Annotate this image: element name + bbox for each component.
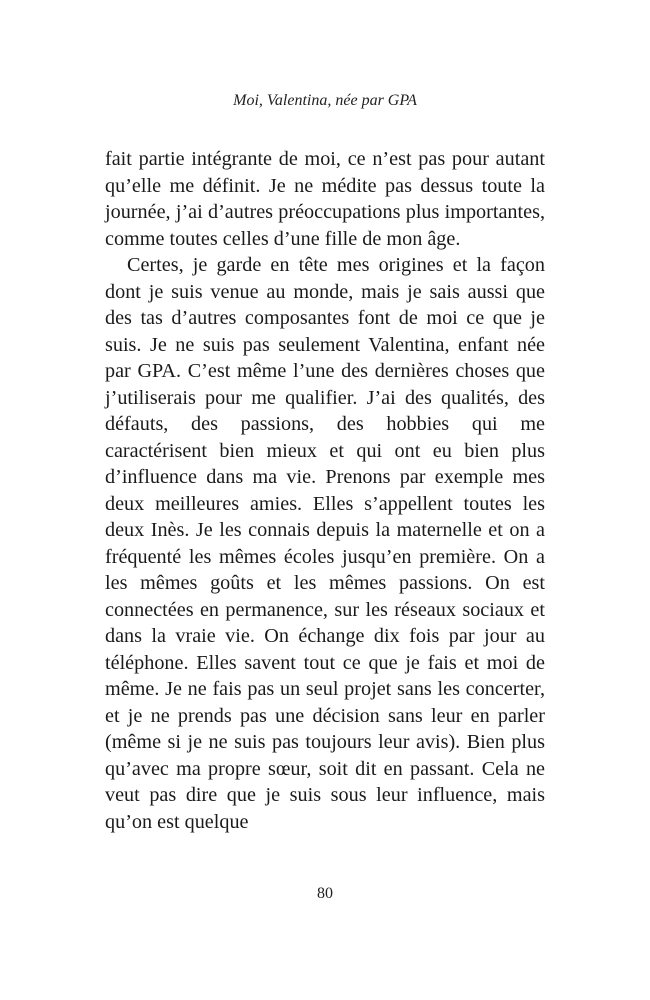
paragraph: Certes, je garde en tête mes origines et la façon dont je suis venue au monde, mais je sais aussi que des tas d’autres composantes font de moi ce que je suis. Je ne suis pas seulement Valentina, enfant née par GPA. C’est même l’une des dernières choses que j’utiliserais pour me qualifier. J’ai des qualités, des défauts, des passions, des hobbies qui me caractérisent bien mieux et qui ont eu bien plus d’influence dans ma vie. Prenons par exemple mes deux meilleures amies. Elles s’appellent toutes les deux Inès. Je les connais depuis la maternelle et on a fréquenté les mêmes écoles jusqu’en première. On a les mêmes goûts et les mêmes passions. On est connectées en permanence, sur les réseaux sociaux et dans la vraie vie. On échange dix fois par jour au téléphone. Elles savent tout ce que je fais et moi de même. Je ne fais pas un seul projet sans les concerter, et je ne prends pas une décision sans leur en parler (même si je ne suis pas toujours leur avis). Bien plus qu’avec ma propre sœur, soit dit en passant. Cela ne veut pas dire que je suis sous leur influence, mais qu’on est quelque bbox=[105, 254, 545, 833]
page-number: 80 bbox=[317, 885, 333, 902]
paragraph-continuation: fait partie intégrante de moi, ce n’est pas pour autant qu’elle me définit. Je ne médite pas dessus toute la journée, j’ai d’autres préoccupations plus importantes, comme toutes celles d’une fille de mon âge. bbox=[105, 148, 545, 250]
running-title: Moi, Valentina, née par GPA bbox=[233, 92, 417, 109]
body-text bbox=[105, 146, 545, 835]
